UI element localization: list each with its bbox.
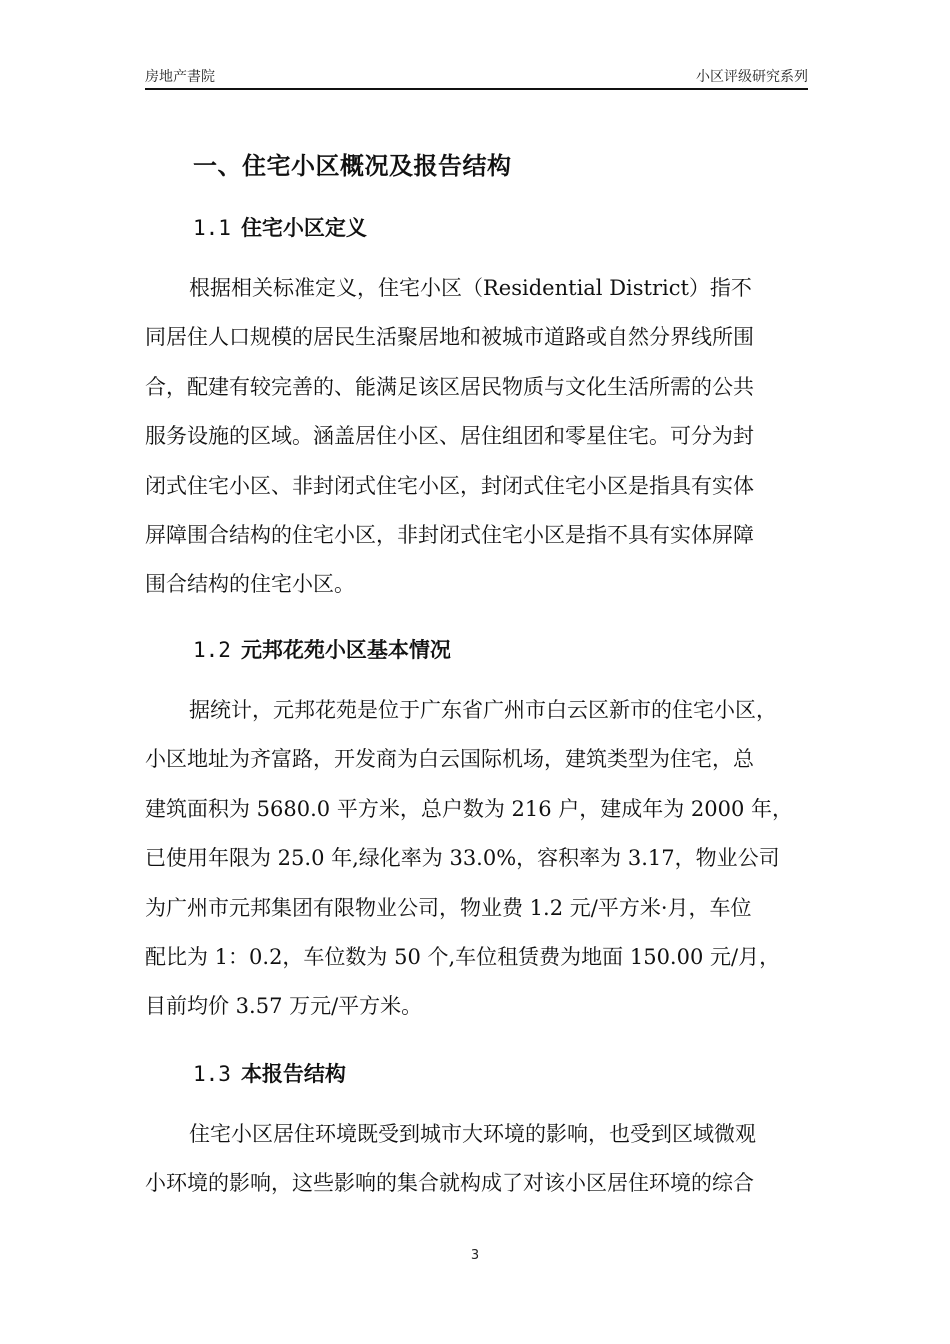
paragraph-line: 建筑面积为 5680.0 平方米，总户数为 216 户，建成年为 2000 年， [145, 796, 794, 821]
paragraph-line: 屏障围合结构的住宅小区，非封闭式住宅小区是指不具有实体屏障 [145, 523, 754, 548]
chapter-title: 一、住宅小区概况及报告结构 [193, 152, 512, 180]
paragraph-line: 住宅小区居住环境既受到城市大环境的影响，也受到区域微观 [189, 1122, 756, 1146]
paragraph-line: 服务设施的区域。涵盖居住小区、居住组团和零星住宅。可分为封 [145, 424, 754, 449]
paragraph-line: 闭式住宅小区、非封闭式住宅小区，封闭式住宅小区是指具有实体 [145, 473, 754, 498]
section-number: 1.3 [193, 1062, 231, 1086]
paragraph-line: 根据相关标准定义，住宅小区（Residential District）指不 [189, 276, 752, 300]
section-number: 1.2 [193, 638, 231, 662]
paragraph-line: 已使用年限为 25.0 年,绿化率为 33.0%，容积率为 3.17，物业公司 [145, 846, 780, 871]
header-series-title: 小区评级研究系列 [696, 69, 808, 85]
section-heading-1-3 [193, 1058, 346, 1088]
section-title: 住宅小区定义 [240, 216, 367, 240]
section-heading-1-2 [193, 634, 451, 664]
page-number: 3 [470, 1248, 480, 1263]
section-1-2-paragraph [145, 686, 808, 1032]
paragraph-line: 配比为 1：0.2，车位数为 50 个,车位租赁费为地面 150.00 元/月， [145, 945, 781, 970]
section-1-1-paragraph [145, 264, 808, 610]
paragraph-line: 据统计，元邦花苑是位于广东省广州市白云区新市的住宅小区， [189, 698, 777, 722]
header-publisher: 房地产書院 [145, 69, 215, 85]
section-1-3-paragraph [145, 1110, 808, 1209]
section-number: 1.1 [193, 216, 231, 240]
paragraph-line: 同居住人口规模的居民生活聚居地和被城市道路或自然分界线所围 [145, 325, 754, 350]
paragraph-line: 合，配建有较完善的、能满足该区居民物质与文化生活所需的公共 [145, 374, 754, 399]
section-heading-1-1 [193, 212, 367, 242]
paragraph-line: 小区地址为齐富路，开发商为白云国际机场，建筑类型为住宅，总 [145, 747, 754, 772]
header-divider [145, 88, 808, 90]
paragraph-line: 为广州市元邦集团有限物业公司，物业费 1.2 元/平方米·月，车位 [145, 895, 752, 920]
page-header [145, 66, 808, 90]
paragraph-line: 小环境的影响，这些影响的集合就构成了对该小区居住环境的综合 [145, 1171, 754, 1196]
paragraph-line: 围合结构的住宅小区。 [145, 572, 355, 597]
section-title: 本报告结构 [240, 1062, 346, 1086]
paragraph-line: 目前均价 3.57 万元/平方米。 [145, 994, 423, 1019]
section-title: 元邦花苑小区基本情况 [240, 638, 451, 662]
